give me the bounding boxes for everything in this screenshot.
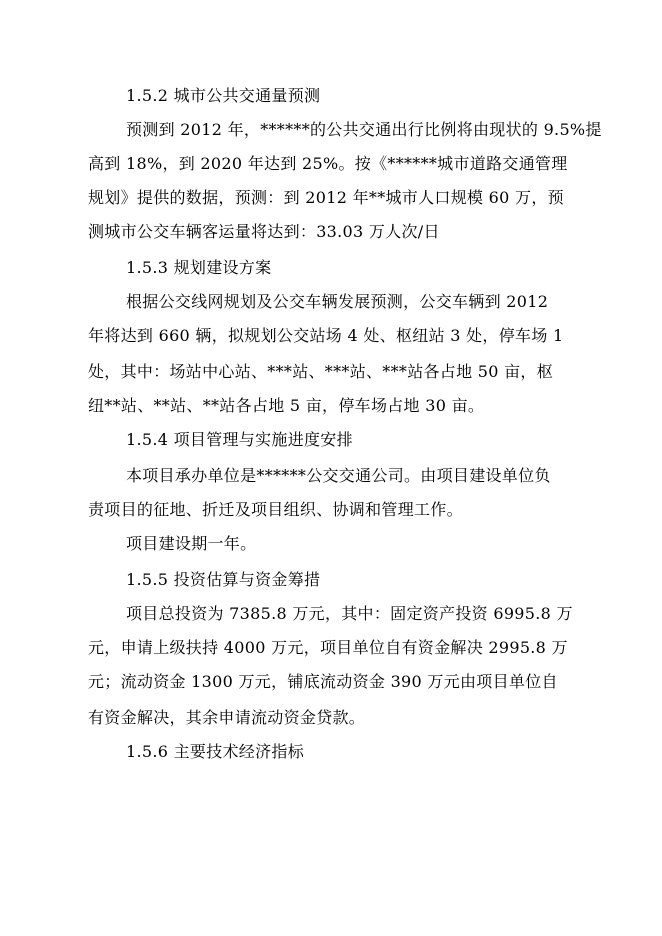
paragraph-line: 本项目承办单位是******公交交通公司。由项目建设单位负 (126, 466, 551, 485)
paragraph-line: 责项目的征地、折迁及项目组织、协调和管理工作。 (88, 500, 463, 519)
paragraph-line: 有资金解决，其余申请流动资金贷款。 (88, 708, 366, 727)
heading-1-5-5: 1.5.5 投资估算与资金筹措 (126, 570, 321, 589)
paragraph-line: 元，申请上级扶持 4000 万元，项目单位自有资金解决 2995.8 万 (88, 638, 568, 657)
heading-1-5-2: 1.5.2 城市公共交通量预测 (126, 86, 321, 105)
paragraph-line: 项目建设期一年。 (126, 534, 257, 553)
paragraph-line: 测城市公交车辆客运量将达到：33.03 万人次/日 (88, 222, 440, 241)
paragraph-line: 根据公交线网规划及公交车辆发展预测，公交车辆到 2012 (126, 292, 549, 311)
paragraph-line: 项目总投资为 7385.8 万元，其中：固定资产投资 6995.8 万 (126, 604, 573, 623)
paragraph-line: 规划》提供的数据，预测：到 2012 年**城市人口规模 60 万，预 (88, 188, 564, 207)
paragraph-line: 年将达到 660 辆，拟规划公交站场 4 处、枢纽站 3 处，停车场 1 (88, 326, 564, 345)
paragraph-line: 高到 18%，到 2020 年达到 25%。按《******城市道路交通管理 (88, 154, 568, 173)
heading-1-5-6: 1.5.6 主要技术经济指标 (126, 742, 304, 761)
paragraph-line: 处，其中：场站中心站、***站、***站、***站各占地 50 亩，枢 (88, 362, 554, 381)
paragraph-line: 元；流动资金 1300 万元，铺底流动资金 390 万元由项目单位自 (88, 672, 558, 691)
paragraph-line: 纽**站、**站、**站各占地 5 亩，停车场占地 30 亩。 (88, 396, 485, 415)
heading-1-5-3: 1.5.3 规划建设方案 (126, 258, 272, 277)
heading-1-5-4: 1.5.4 项目管理与实施进度安排 (126, 430, 353, 449)
paragraph-line: 预测到 2012 年，******的公共交通出行比例将由现状的 9.5%提 (126, 120, 602, 139)
